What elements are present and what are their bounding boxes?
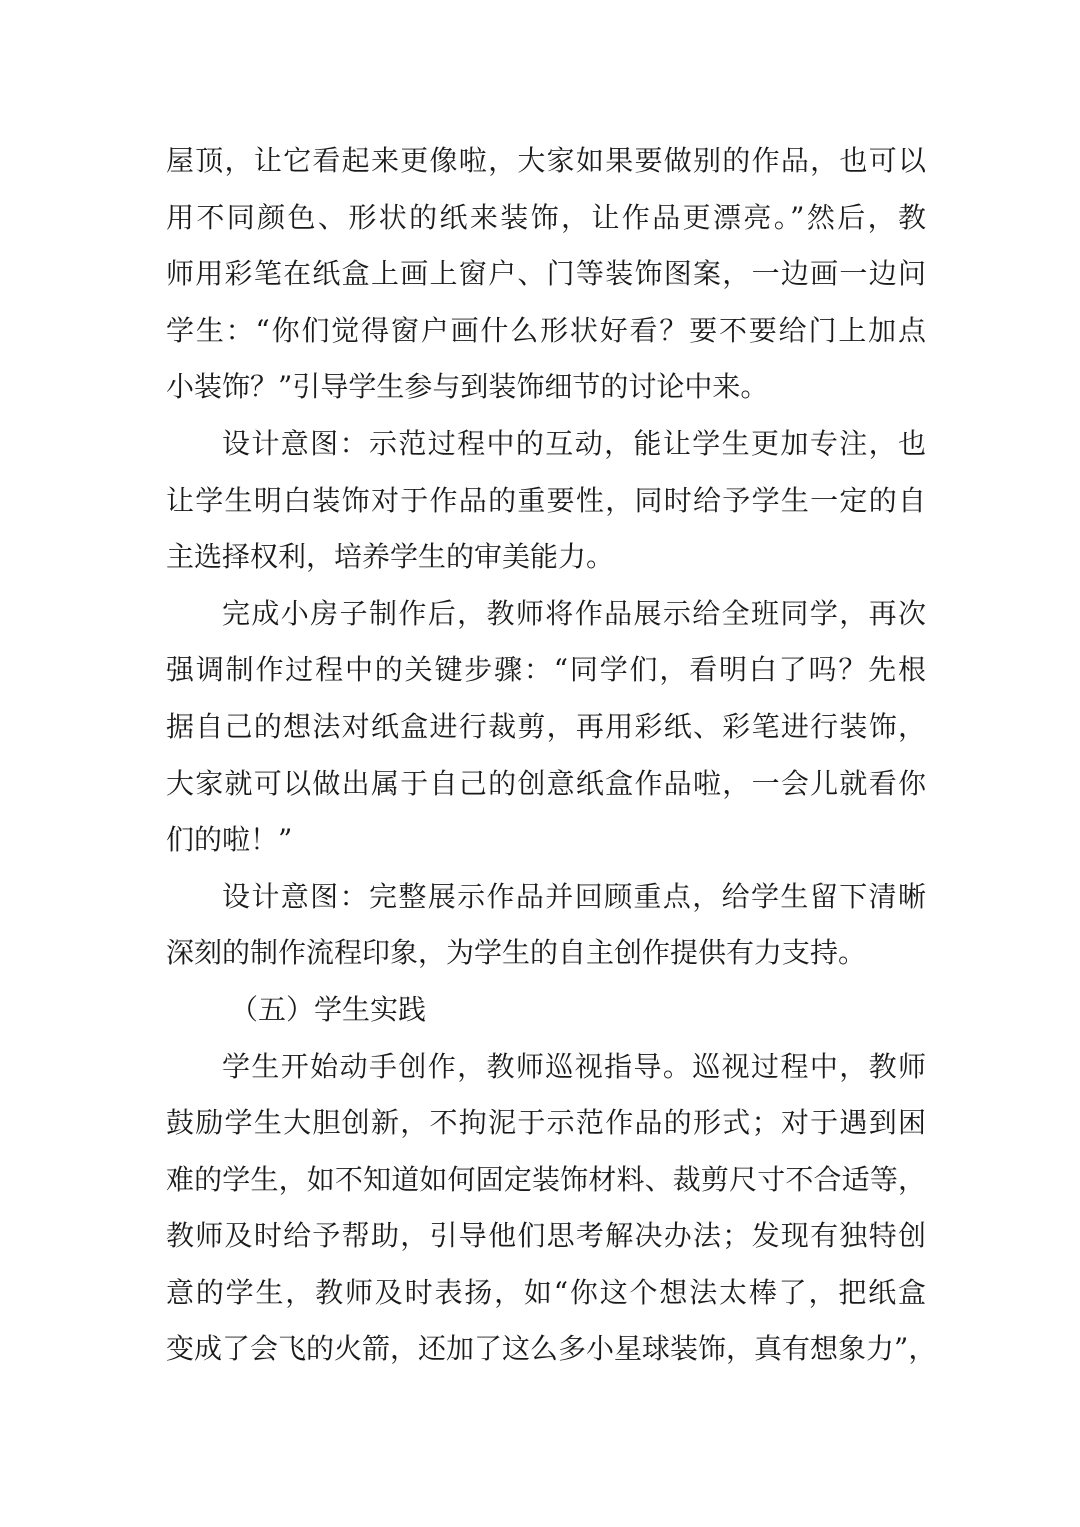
text-line: 难的学生，如不知道如何固定装饰材料、裁剪尺寸不合适等， — [166, 1162, 926, 1196]
body-text — [166, 133, 937, 1378]
text-line: 屋顶，让它看起来更像啦，大家如果要做别的作品，也可以 — [166, 144, 926, 177]
section-heading: （五）学生实践 — [230, 992, 427, 1026]
paragraph-first-line: 学生开始动手创作，教师巡视指导。巡视过程中，教师 — [222, 1049, 926, 1083]
paragraph-first-line: 设计意图：完整展示作品并回顾重点，给学生留下清晰 — [222, 879, 926, 913]
text-line: 小装饰？”引导学生参与到装饰细节的讨论中来。 — [166, 370, 769, 404]
text-line: 据自己的想法对纸盒进行裁剪，再用彩纸、彩笔进行装饰， — [166, 709, 926, 743]
text-line: 主选择权利，培养学生的审美能力。 — [166, 540, 615, 574]
text-line: 师用彩笔在纸盒上画上窗户、门等装饰图案，一边画一边问 — [166, 257, 926, 291]
text-line: 变成了会飞的火箭，还加了这么多小星球装饰，真有想象力”， — [166, 1332, 937, 1366]
paragraph-first-line: 完成小房子制作后，教师将作品展示给全班同学，再次 — [222, 596, 926, 630]
text-line: 学生：“你们觉得窗户画什么形状好看？要不要给门上加点 — [166, 313, 926, 347]
text-line: 意的学生，教师及时表扬，如“你这个想法太棒了，把纸盒 — [166, 1275, 926, 1309]
text-line: 让学生明白装饰对于作品的重要性，同时给予学生一定的自 — [166, 483, 926, 517]
text-line: 鼓励学生大胆创新，不拘泥于示范作品的形式；对于遇到困 — [166, 1106, 926, 1140]
text-line: 教师及时给予帮助，引导他们思考解决办法；发现有独特创 — [166, 1219, 926, 1253]
text-line: 们的啦！” — [166, 823, 293, 857]
text-line: 用不同颜色、形状的纸来装饰，让作品更漂亮。”然后，教 — [166, 200, 926, 234]
text-line: 强调制作过程中的关键步骤：“同学们，看明白了吗？先根 — [166, 653, 926, 687]
text-line: 大家就可以做出属于自己的创意纸盒作品啦，一会儿就看你 — [166, 766, 926, 800]
paragraph-first-line: 设计意图：示范过程中的互动，能让学生更加专注，也 — [222, 426, 926, 460]
text-line: 深刻的制作流程印象，为学生的自主创作提供有力支持。 — [166, 936, 867, 970]
